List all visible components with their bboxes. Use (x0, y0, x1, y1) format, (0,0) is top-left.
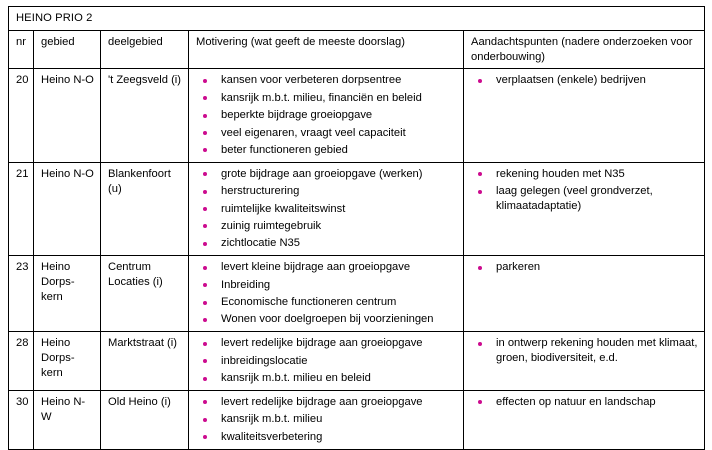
bullet-item: Inbreiding (196, 278, 457, 293)
bullet-item: inbreidingslocatie (196, 354, 457, 369)
bullet-item: kansrijk m.b.t. milieu en beleid (196, 371, 457, 386)
cell-deelgebied: Marktstraat (i) (101, 332, 189, 391)
bullet-list-motivering (196, 73, 457, 157)
table-row (9, 162, 705, 255)
bullet-item: laag gelegen (veel grondverzet, klimaatadaptatie) (471, 184, 698, 214)
cell-gebied: Heino Dorps-kern (34, 256, 101, 332)
bullet-item: kansrijk m.b.t. milieu, financiën en beleid (196, 91, 457, 106)
column-header-nr: nr (9, 30, 34, 69)
bullet-item: Economische functioneren centrum (196, 295, 457, 310)
table-row (9, 390, 705, 449)
bullet-item: rekening houden met N35 (471, 167, 698, 182)
cell-nr: 28 (9, 332, 34, 391)
cell-aandachtspunten (464, 256, 705, 332)
cell-aandachtspunten (464, 162, 705, 255)
cell-gebied: Heino N-W (34, 390, 101, 449)
cell-deelgebied: Blankenfoort (u) (101, 162, 189, 255)
cell-gebied: Heino N-O (34, 162, 101, 255)
bullet-item: levert redelijke bijdrage aan groeiopgave (196, 395, 457, 410)
document-title: HEINO PRIO 2 (9, 7, 705, 31)
bullet-list-motivering (196, 167, 457, 251)
bullet-item: herstructurering (196, 184, 457, 199)
table-row (9, 332, 705, 391)
cell-deelgebied: Old Heino (i) (101, 390, 189, 449)
table-body (9, 7, 705, 450)
column-header-motivering: Motivering (wat geeft de meeste doorslag) (189, 30, 464, 69)
table-header-row (9, 30, 705, 69)
cell-motivering (189, 256, 464, 332)
cell-nr: 30 (9, 390, 34, 449)
bullet-item: ruimtelijke kwaliteitswinst (196, 202, 457, 217)
bullet-list-aandachtspunten (471, 167, 698, 214)
cell-motivering (189, 390, 464, 449)
bullet-item: beperkte bijdrage groeiopgave (196, 108, 457, 123)
bullet-item: levert redelijke bijdrage aan groeiopgave (196, 336, 457, 351)
column-header-aandachtspunten: Aandachtspunten (nadere onderzoeken voor onderbouwing) (464, 30, 705, 69)
bullet-item: levert kleine bijdrage aan groeiopgave (196, 260, 457, 275)
bullet-item: veel eigenaren, vraagt veel capaciteit (196, 126, 457, 141)
bullet-item: kansen voor verbeteren dorpsentree (196, 73, 457, 88)
bullet-item: effecten op natuur en landschap (471, 395, 698, 410)
bullet-item: grote bijdrage aan groeiopgave (werken) (196, 167, 457, 182)
bullet-item: parkeren (471, 260, 698, 275)
bullet-item: Wonen voor doelgroepen bij voorzieningen (196, 312, 457, 327)
bullet-item: kansrijk m.b.t. milieu (196, 412, 457, 427)
cell-gebied: Heino Dorps-kern (34, 332, 101, 391)
cell-nr: 21 (9, 162, 34, 255)
bullet-item: kwaliteitsverbetering (196, 430, 457, 445)
cell-deelgebied: 't Zeegsveld (i) (101, 69, 189, 162)
bullet-list-aandachtspunten (471, 260, 698, 275)
bullet-item: zuinig ruimtegebruik (196, 219, 457, 234)
cell-aandachtspunten (464, 332, 705, 391)
cell-aandachtspunten (464, 69, 705, 162)
cell-nr: 23 (9, 256, 34, 332)
cell-gebied: Heino N-O (34, 69, 101, 162)
bullet-list-aandachtspunten (471, 73, 698, 88)
bullet-item: zichtlocatie N35 (196, 236, 457, 251)
bullet-list-motivering (196, 260, 457, 327)
bullet-list-motivering (196, 336, 457, 386)
prio-table (8, 6, 705, 450)
column-header-deelgebied: deelgebied (101, 30, 189, 69)
table-row (9, 69, 705, 162)
bullet-item: in ontwerp rekening houden met klimaat, groen, biodiversiteit, e.d. (471, 336, 698, 366)
cell-motivering (189, 332, 464, 391)
cell-motivering (189, 162, 464, 255)
table-row (9, 256, 705, 332)
bullet-item: beter functioneren gebied (196, 143, 457, 158)
cell-nr: 20 (9, 69, 34, 162)
cell-aandachtspunten (464, 390, 705, 449)
column-header-gebied: gebied (34, 30, 101, 69)
bullet-item: verplaatsen (enkele) bedrijven (471, 73, 698, 88)
bullet-list-aandachtspunten (471, 336, 698, 366)
bullet-list-aandachtspunten (471, 395, 698, 410)
cell-deelgebied: Centrum Locaties (i) (101, 256, 189, 332)
cell-motivering (189, 69, 464, 162)
bullet-list-motivering (196, 395, 457, 445)
table-title-row (9, 7, 705, 31)
